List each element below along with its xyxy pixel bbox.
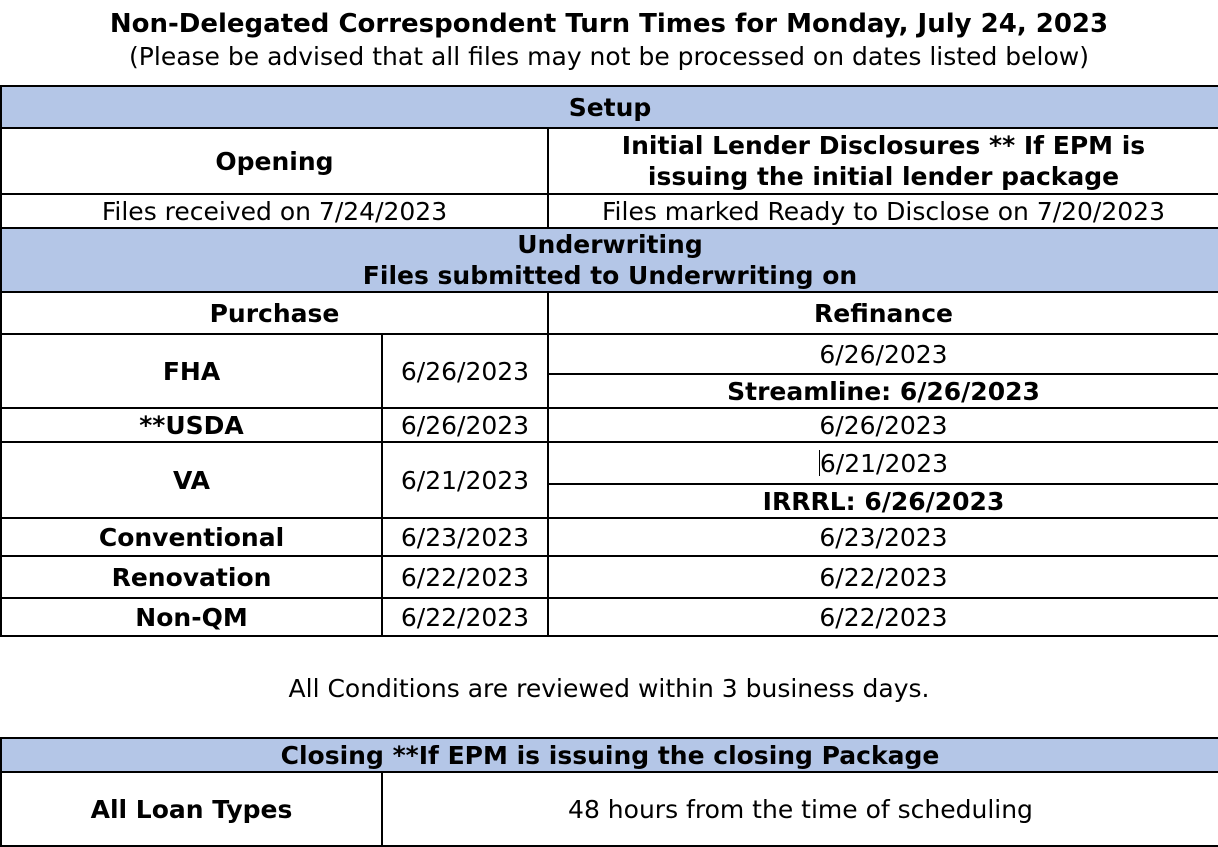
loan-type-va: VA bbox=[1, 442, 382, 518]
purchase-header: Purchase bbox=[1, 292, 548, 334]
page-subtitle: (Please be advised that all files may not be processed on dates listed below) bbox=[129, 42, 1089, 71]
purchase-date-va: 6/21/2023 bbox=[382, 442, 548, 518]
refinance-irrrl-va: IRRRL: 6/26/2023 bbox=[548, 484, 1218, 518]
closing-band: Closing **If EPM is issuing the closing Package bbox=[1, 738, 1218, 772]
purchase-date-usda: 6/26/2023 bbox=[382, 408, 548, 442]
purchase-date-non-qm: 6/22/2023 bbox=[382, 598, 548, 636]
opening-value: Files received on 7/24/2023 bbox=[1, 194, 548, 228]
refinance-date-non-qm: 6/22/2023 bbox=[548, 598, 1218, 636]
refinance-date-conventional: 6/23/2023 bbox=[548, 518, 1218, 556]
purchase-date-conventional: 6/23/2023 bbox=[382, 518, 548, 556]
loan-type-renovation: Renovation bbox=[1, 556, 382, 598]
setup-band: Setup bbox=[1, 86, 1218, 128]
refinance-date-va: 6/21/2023 bbox=[819, 448, 949, 478]
closing-value: 48 hours from the time of scheduling bbox=[382, 772, 1218, 846]
refinance-streamline-fha: Streamline: 6/26/2023 bbox=[548, 374, 1218, 408]
refinance-date-usda: 6/26/2023 bbox=[548, 408, 1218, 442]
underwriting-band-line2: Files submitted to Underwriting on bbox=[362, 261, 858, 290]
refinance-date-va-cell bbox=[548, 442, 1218, 484]
page-title: Non-Delegated Correspondent Turn Times for Monday, July 24, 2023 bbox=[109, 9, 1109, 39]
disclosures-header bbox=[548, 128, 1218, 194]
loan-type-non-qm: Non-QM bbox=[1, 598, 382, 636]
underwriting-band-line1: Underwriting bbox=[517, 230, 703, 259]
disclosures-value: Files marked Ready to Disclose on 7/20/2023 bbox=[548, 194, 1218, 228]
refinance-header: Refinance bbox=[548, 292, 1218, 334]
loan-type-fha: FHA bbox=[1, 334, 382, 408]
refinance-date-fha: 6/26/2023 bbox=[548, 334, 1218, 374]
loan-type-conventional: Conventional bbox=[1, 518, 382, 556]
refinance-date-renovation: 6/22/2023 bbox=[548, 556, 1218, 598]
purchase-date-renovation: 6/22/2023 bbox=[382, 556, 548, 598]
purchase-date-fha: 6/26/2023 bbox=[382, 334, 548, 408]
loan-type-usda: **USDA bbox=[1, 408, 382, 442]
turn-times-table bbox=[0, 85, 1218, 637]
opening-header: Opening bbox=[1, 128, 548, 194]
closing-table bbox=[0, 737, 1218, 847]
disclosures-header-line2: issuing the initial lender package bbox=[647, 162, 1120, 191]
conditions-note: All Conditions are reviewed within 3 business days. bbox=[288, 674, 930, 703]
underwriting-band bbox=[1, 228, 1218, 292]
disclosures-header-line1: Initial Lender Disclosures ** If EPM is bbox=[621, 131, 1146, 160]
closing-label: All Loan Types bbox=[1, 772, 382, 846]
